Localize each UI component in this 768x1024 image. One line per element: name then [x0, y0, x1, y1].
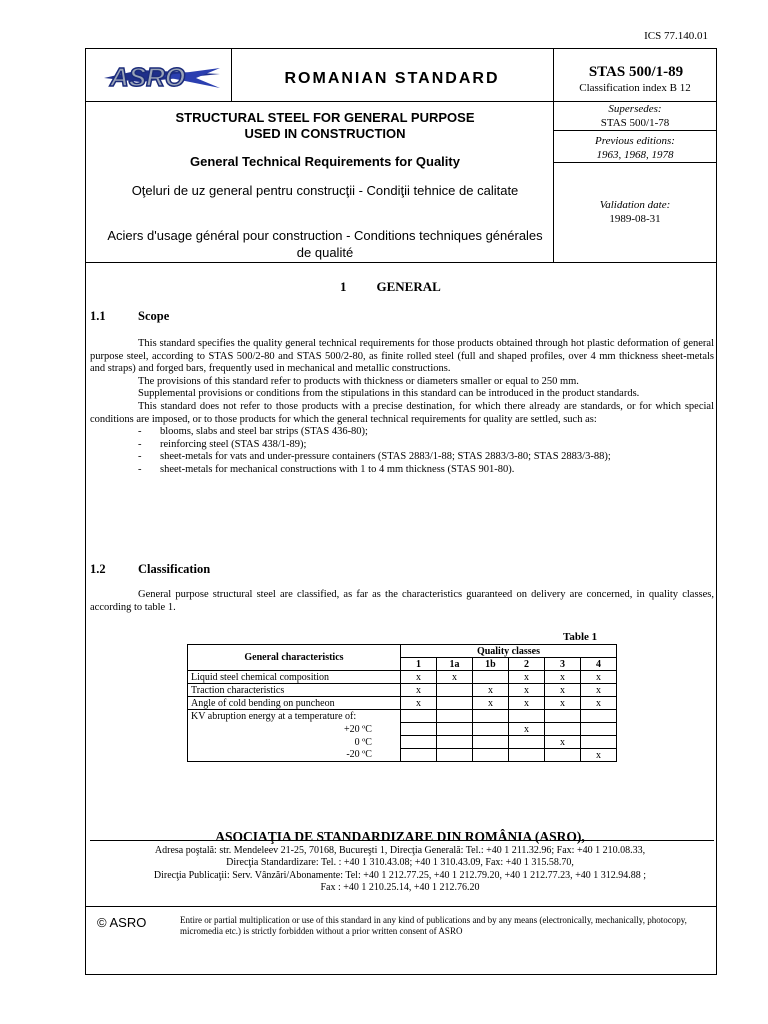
mark-cell	[436, 723, 472, 736]
mark-cell: x	[544, 697, 580, 710]
romanian-title: Oţeluri de uz general pentru construcţii - Condiţii tehnice de calitate	[131, 183, 519, 198]
mark-cell	[436, 710, 472, 723]
french-title: Aciers d'usage général pour construction - Conditions techniques générales de qualité	[107, 228, 543, 260]
mark-cell	[508, 749, 544, 762]
mark-cell	[544, 749, 580, 762]
scope-paragraph: Supplemental provisions or conditions from the stipulations in this standard can be introduced in the product standards.	[138, 388, 640, 400]
mark-cell: x	[580, 749, 616, 762]
mark-cell	[436, 697, 472, 710]
side-column-divider	[553, 48, 554, 263]
list-item: - sheet-metals for vats and under-pressure containers (STAS 2883/1-88; STAS 2883/3-80; STAS 2883/3-88);	[90, 451, 714, 464]
address-line: Fax : +40 1 210.25.14, +40 1 212.76.20	[320, 882, 480, 894]
mark-cell	[472, 671, 508, 684]
mark-cell	[508, 736, 544, 749]
mark-cell	[436, 684, 472, 697]
supersedes-box	[560, 102, 710, 130]
title-block-divider	[85, 262, 717, 263]
mark-cell: x	[400, 697, 436, 710]
subtitle: General Technical Requirements for Quality	[190, 154, 460, 169]
class-header: 2	[508, 658, 544, 671]
mark-cell	[436, 736, 472, 749]
copyright-divider	[85, 906, 717, 907]
mark-cell	[472, 749, 508, 762]
mark-cell	[508, 710, 544, 723]
row-label: Liquid steel chemical composition	[188, 671, 401, 684]
mark-cell: x	[436, 671, 472, 684]
logo-text: ASRO	[110, 62, 186, 92]
scope-paragraph: The provisions of this standard refer to products with thickness or diameters smaller or equal to 250 mm.	[138, 375, 579, 387]
characteristics-header: General characteristics	[188, 645, 401, 671]
class-header: 3	[544, 658, 580, 671]
mark-cell	[544, 723, 580, 736]
mark-cell: x	[580, 684, 616, 697]
supersedes-divider	[553, 130, 717, 131]
section-title: GENERAL	[376, 279, 441, 294]
row-label: +20 ºC	[188, 723, 401, 736]
scope-heading	[90, 309, 170, 324]
mark-cell: x	[400, 684, 436, 697]
previous-editions-box	[560, 134, 710, 162]
mark-cell	[580, 710, 616, 723]
mark-cell	[400, 710, 436, 723]
excluded-products-list	[90, 426, 714, 476]
mark-cell: x	[544, 671, 580, 684]
scope-paragraph: This standard specifies the quality general technical requirements for those products obtained through hot plastic deformation of general purpose steel, according to STAS 500/2-80 and STAS 500/2-80, as finite rolled steel (full and shaped profiles, over 4 mm thickness sheet-metals and straps) and forged bars, frequently used in mechanical and metallic constructions.	[90, 338, 714, 375]
validation-box	[560, 198, 710, 226]
classification-paragraph: General purpose structural steel are classified, as far as the characteristics guaranteed on delivery are concerned, in quality classes, according to table 1.	[90, 589, 714, 613]
list-item: - sheet-metals for mechanical constructions with 1 to 4 mm thickness (STAS 901-80).	[90, 464, 714, 477]
class-header: 1b	[472, 658, 508, 671]
address-line: Direcţia Standardizare: Tel. : +40 1 310.43.08; +40 1 310.43.09, Fax: +40 1 315.58.70,	[226, 857, 574, 869]
row-label: Traction characteristics	[188, 684, 401, 697]
mark-cell: x	[544, 684, 580, 697]
legal-notice: Entire or partial multiplication or use of this standard in any kind of publications and by any means (electronically, mechanically, photocopy, micromedia etc.) is strictly forbidden without a prior written consent of ASRO	[180, 915, 687, 936]
table-row	[188, 671, 617, 684]
mark-cell	[400, 749, 436, 762]
classification-number: 1.2	[90, 562, 106, 576]
english-title-line1: STRUCTURAL STEEL FOR GENERAL PURPOSE	[175, 110, 475, 125]
table-row	[188, 723, 617, 736]
row-label: Angle of cold bending on puncheon	[188, 697, 401, 710]
table-row	[188, 736, 617, 749]
english-title	[100, 110, 550, 142]
mark-cell	[580, 736, 616, 749]
mark-cell	[472, 736, 508, 749]
editions-divider	[553, 162, 717, 163]
mark-cell	[472, 723, 508, 736]
quality-classes-table	[187, 644, 617, 762]
stas-number: STAS 500/1-89	[588, 64, 684, 80]
mark-cell: x	[508, 684, 544, 697]
classification-index: Classification index B 12	[579, 82, 691, 94]
mark-cell	[400, 736, 436, 749]
quality-classes-header: Quality classes	[400, 645, 616, 658]
classification-title: Classification	[138, 562, 211, 576]
row-label: 0 ºC	[188, 736, 401, 749]
mark-cell: x	[508, 671, 544, 684]
supersedes-label: Supersedes:	[608, 103, 662, 115]
row-label: -20 ºC	[188, 749, 401, 762]
row-label: KV abruption energy at a temperature of:	[188, 710, 401, 723]
scope-paragraph: This standard does not refer to those products with a precise destination, for which there already are standards, or for which special conditions are imposed, or to those products for which the general technical requirements for quality are settled, such as:	[90, 400, 714, 425]
mark-cell: x	[580, 697, 616, 710]
supersedes-value: STAS 500/1-78	[600, 117, 670, 129]
previous-editions-value: 1963, 1968, 1978	[596, 149, 674, 161]
class-header: 1	[400, 658, 436, 671]
section-heading	[340, 279, 441, 295]
mark-cell: x	[544, 736, 580, 749]
association-name: ASOCIAŢIA DE STANDARDIZARE DIN ROMÂNIA (ASRO),	[215, 829, 585, 844]
copyright: © ASRO	[97, 915, 147, 930]
previous-editions-label: Previous editions:	[595, 135, 675, 147]
validation-value: 1989-08-31	[609, 213, 661, 225]
ics-code: ICS 77.140.01	[644, 30, 708, 42]
table-row	[188, 749, 617, 762]
scope-number: 1.1	[90, 309, 106, 323]
class-header: 1a	[436, 658, 472, 671]
mark-cell	[472, 710, 508, 723]
mark-cell: x	[580, 671, 616, 684]
address-line: Direcţia Publicaţii: Serv. Vânzări/Abonamente: Tel: +40 1 212.77.25, +40 1 212.79.20, +40 1 212.77.23, +40 1 312.94.88 ;	[153, 869, 647, 881]
class-header: 4	[580, 658, 616, 671]
mark-cell	[436, 749, 472, 762]
list-item: - reinforcing steel (STAS 438/1-89);	[90, 439, 714, 452]
table-row	[188, 697, 617, 710]
address-block	[90, 845, 710, 895]
table-caption: Table 1	[563, 631, 598, 643]
mark-cell: x	[508, 723, 544, 736]
classification-heading	[90, 562, 211, 577]
scope-title: Scope	[138, 309, 170, 323]
mark-cell: x	[472, 697, 508, 710]
mark-cell	[580, 723, 616, 736]
english-title-line2: USED IN CONSTRUCTION	[244, 126, 406, 141]
list-item: - blooms, slabs and steel bar strips (STAS 436-80);	[90, 426, 714, 439]
asro-logo	[100, 56, 222, 96]
mark-cell: x	[400, 671, 436, 684]
scope-body	[90, 338, 714, 477]
table-row	[188, 710, 617, 723]
classification-body	[90, 589, 714, 614]
validation-label: Validation date:	[599, 199, 671, 211]
address-line: Adresa poştală: str. Mendeleev 21-25, 70168, Bucureşti 1, Direcţia Generală: Tel.: +40 1 211.32.96; Fax: +40 1 210.08.33,	[154, 845, 646, 856]
mark-cell: x	[472, 684, 508, 697]
mark-cell	[400, 723, 436, 736]
mark-cell	[544, 710, 580, 723]
section-number: 1	[340, 279, 347, 294]
standard-type: ROMANIAN STANDARD	[284, 70, 500, 87]
mark-cell: x	[508, 697, 544, 710]
table-row	[188, 684, 617, 697]
